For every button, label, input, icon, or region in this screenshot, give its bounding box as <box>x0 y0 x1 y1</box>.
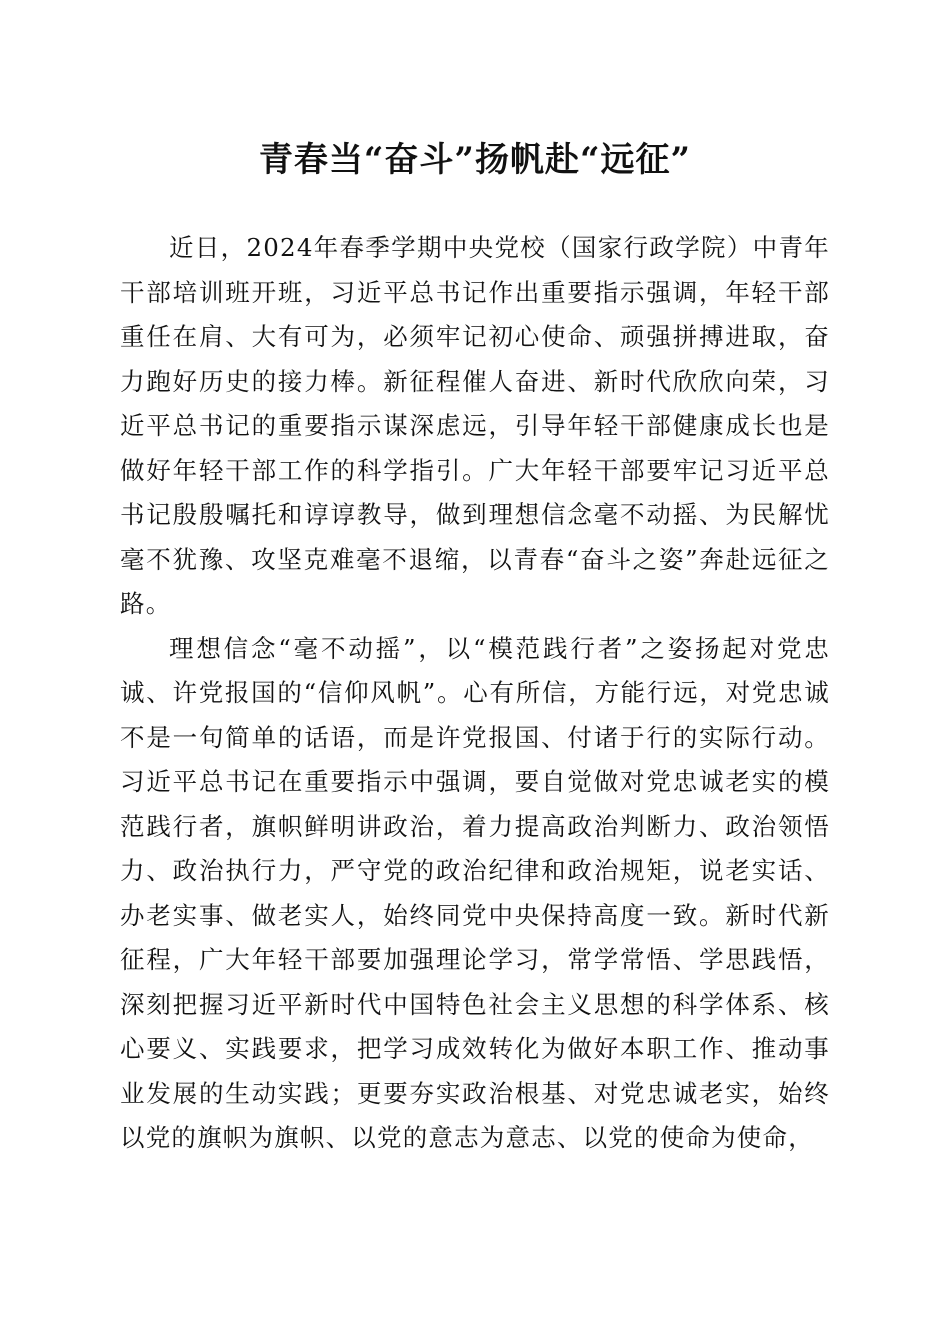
paragraph-2: 理想信念“毫不动摇”，以“模范践行者”之姿扬起对党忠诚、许党报国的“信仰风帆”。心有所信，方能行远，对党忠诚不是一句简单的话语，而是许党报国、付诸于行的实际行动。习近平总书记在重要指示中强调，要自觉做对党忠诚老实的模范践行者，旗帜鲜明讲政治，着力提高政治判断力、政治领悟力、政治执行力，严守党的政治纪律和政治规矩，说老实话、办老实事、做老实人，始终同党中央保持高度一致。新时代新征程，广大年轻干部要加强理论学习，常学常悟、学思践悟，深刻把握习近平新时代中国特色社会主义思想的科学体系、核心要义、实践要求，把学习成效转化为做好本职工作、推动事业发展的生动实践；更要夯实政治根基、对党忠诚老实，始终以党的旗帜为旗帜、以党的意志为意志、以党的使命为使命， <box>120 633 830 1152</box>
article-title: 青春当“奋斗”扬帆赴“远征” <box>258 140 692 180</box>
article-body <box>120 226 830 1161</box>
paragraph-1: 近日，2024年春季学期中央党校（国家行政学院）中青年干部培训班开班，习近平总书记作出重要指示强调，年轻干部重任在肩、大有可为，必须牢记初心使命、顽强拼搏进取，奋力跑好历史的接力棒。新征程催人奋进、新时代欣欣向荣，习近平总书记的重要指示谋深虑远，引导年轻干部健康成长也是做好年轻干部工作的科学指引。广大年轻干部要牢记习近平总书记殷殷嘱托和谆谆教导，做到理想信念毫不动摇、为民解忧毫不犹豫、攻坚克难毫不退缩，以青春“奋斗之姿”奔赴远征之路。 <box>120 233 830 618</box>
